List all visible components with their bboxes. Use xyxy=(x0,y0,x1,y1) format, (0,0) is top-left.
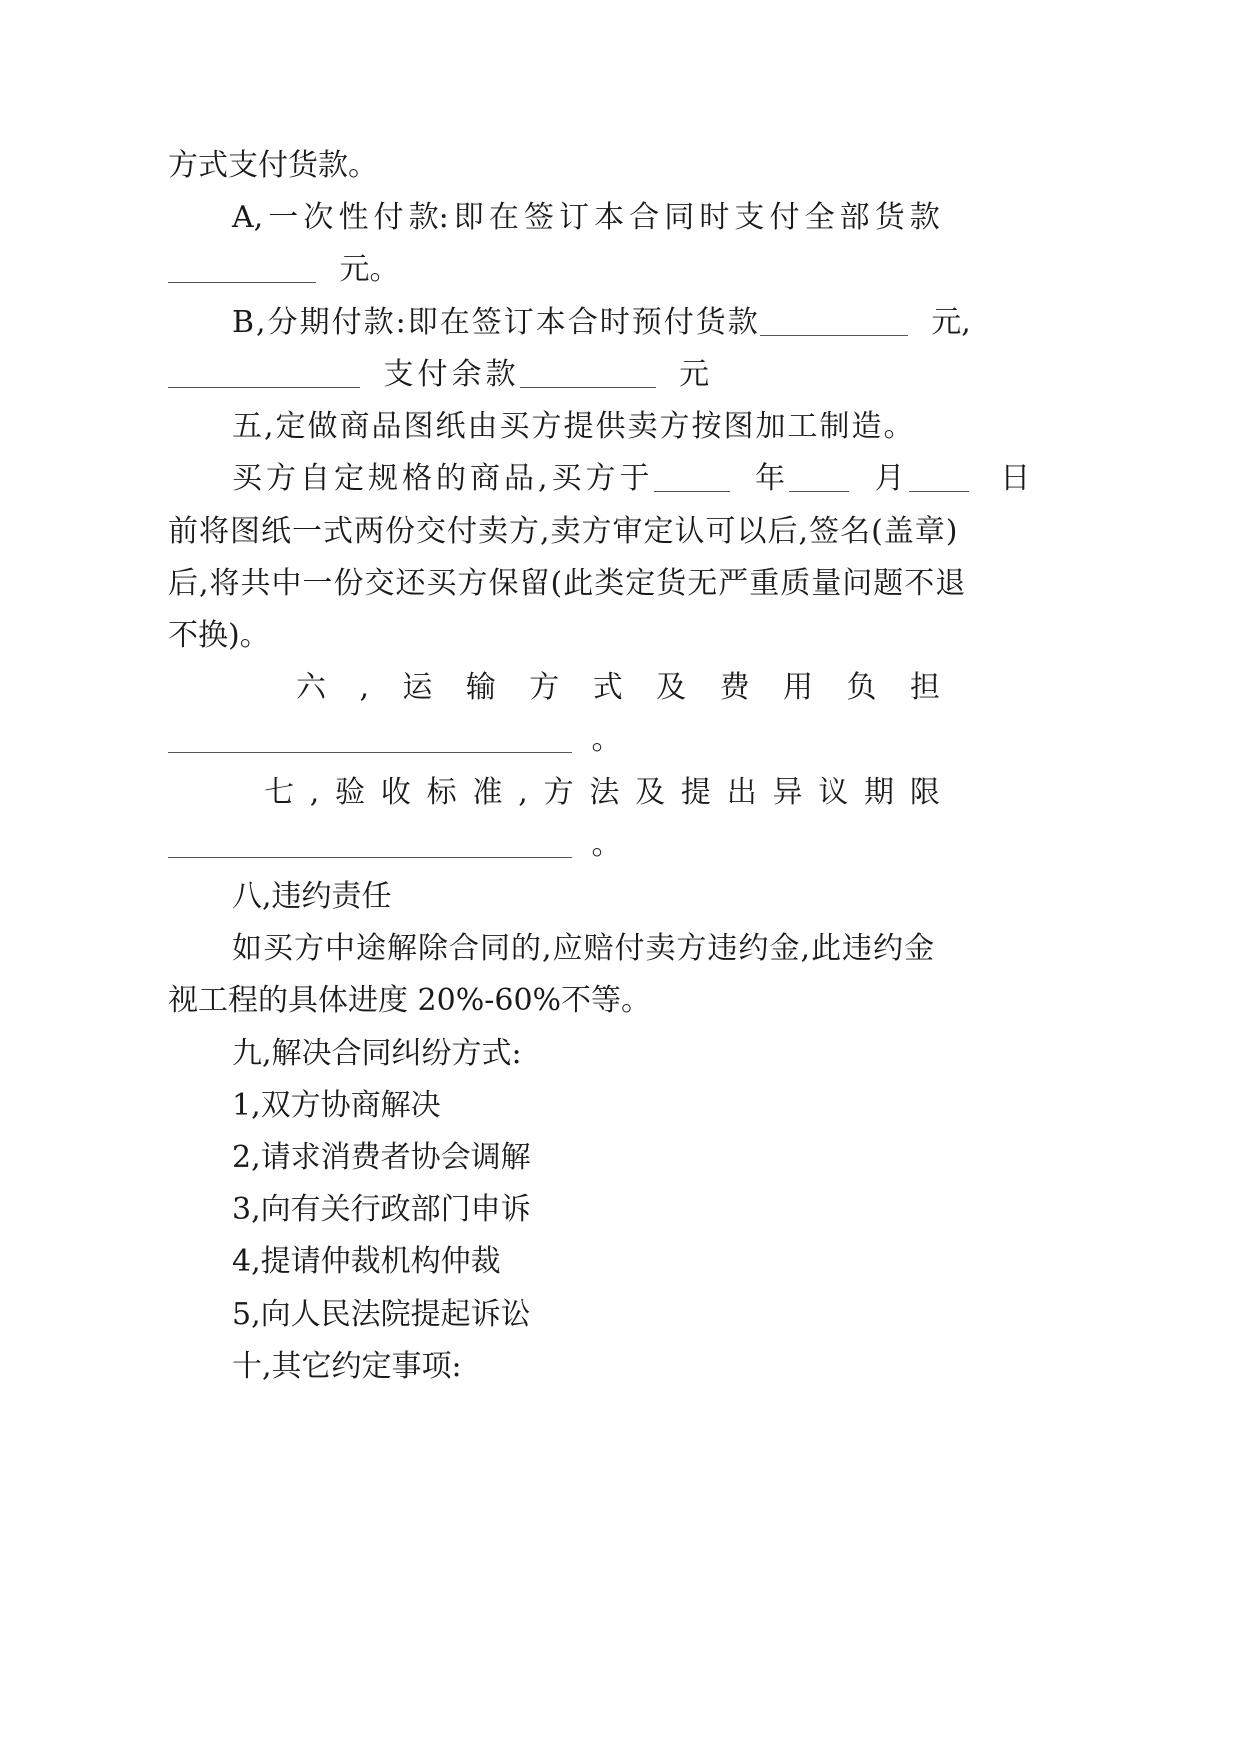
text-char: 及 xyxy=(656,670,687,705)
text-char: 在 xyxy=(488,200,519,235)
text-char: A, xyxy=(232,200,264,235)
text-char: 性 xyxy=(338,200,369,235)
text-char: 方 xyxy=(543,775,574,810)
section-heading: 十,其它约定事项: xyxy=(232,1349,462,1384)
text-char: 输 xyxy=(465,670,496,705)
list-item: 2,请求消费者协会调解 xyxy=(232,1140,531,1175)
text-line: 五,定做商品图纸由买方提供卖方按图加工制造。 xyxy=(232,409,916,444)
text-char: 式 xyxy=(592,670,623,705)
fill-blank[interactable] xyxy=(909,463,969,492)
text-char: 六 xyxy=(296,670,326,705)
justified-line-acceptance xyxy=(264,773,940,813)
fill-blank[interactable] xyxy=(168,829,572,858)
text-span: 支付余款 xyxy=(383,357,520,392)
fill-blank[interactable] xyxy=(168,724,572,753)
text-span: 。 xyxy=(591,827,622,862)
text-span: 买方自定规格的商品,买方于 xyxy=(232,461,654,496)
text-char: 用 xyxy=(783,670,814,705)
justified-line-payment-a xyxy=(232,198,940,238)
list-item: 4,提请仲裁机构仲裁 xyxy=(232,1244,501,1279)
list-item: 1,双方协商解决 xyxy=(232,1088,441,1123)
text-span: 月 xyxy=(874,461,905,496)
text-char: 验 xyxy=(335,775,366,810)
text-char: 出 xyxy=(726,775,757,810)
text-char: 款 xyxy=(909,200,940,235)
text-char: 法 xyxy=(589,775,620,810)
text-char: 订 xyxy=(559,200,590,235)
text-char: 款: xyxy=(408,200,449,235)
text-char: 方 xyxy=(529,670,560,705)
text-line xyxy=(232,459,1030,499)
text-char: 期 xyxy=(864,775,895,810)
text-char: 限 xyxy=(909,775,940,810)
text-span: 元。 xyxy=(339,252,400,287)
text-char: 同 xyxy=(664,200,695,235)
text-char: 七 xyxy=(264,775,294,810)
text-char: 标 xyxy=(426,775,457,810)
fill-blank[interactable] xyxy=(789,463,849,492)
text-char: , xyxy=(309,775,320,810)
text-span: 元, xyxy=(931,305,971,340)
justified-line-transport xyxy=(296,668,940,708)
text-char: 异 xyxy=(772,775,803,810)
text-line xyxy=(168,250,400,290)
text-char: 全 xyxy=(804,200,835,235)
fill-blank[interactable] xyxy=(654,463,730,492)
section-heading: 九,解决合同纠纷方式: xyxy=(232,1036,522,1071)
text-char: 付 xyxy=(373,200,404,235)
fill-blank[interactable] xyxy=(168,254,316,283)
text-char: 货 xyxy=(874,200,905,235)
text-span: 年 xyxy=(755,461,786,496)
section-heading: 八,违约责任 xyxy=(232,879,392,914)
text-char: , xyxy=(359,670,369,705)
text-span: 元 xyxy=(679,357,710,392)
text-char: 本 xyxy=(594,200,625,235)
text-line: 视工程的具体进度 20%-60%不等。 xyxy=(168,983,652,1018)
text-line: 后,将共中一份交还买方保留(此类定货无严重质量问题不退 xyxy=(168,566,967,601)
text-char: 及 xyxy=(635,775,666,810)
text-char: 负 xyxy=(846,670,877,705)
text-char: , xyxy=(518,775,528,810)
list-item: 3,向有关行政部门申诉 xyxy=(232,1192,531,1227)
text-char: 付 xyxy=(769,200,800,235)
text-char: 收 xyxy=(380,775,411,810)
text-char: 签 xyxy=(523,200,554,235)
text-char: 议 xyxy=(818,775,849,810)
text-char: 担 xyxy=(909,670,940,705)
text-char: 费 xyxy=(719,670,750,705)
text-char: 即 xyxy=(453,200,484,235)
text-span: 日 xyxy=(1000,461,1031,496)
list-item: 5,向人民法院提起诉讼 xyxy=(232,1297,531,1332)
text-span: B,分期付款:即在签订本合时预付货款 xyxy=(232,305,760,340)
fill-blank[interactable] xyxy=(168,359,360,388)
text-line: 方式支付货款。 xyxy=(168,148,378,183)
text-char: 时 xyxy=(699,200,730,235)
text-char: 一 xyxy=(268,200,299,235)
text-char: 部 xyxy=(839,200,870,235)
fill-blank[interactable] xyxy=(520,359,656,388)
text-line xyxy=(168,825,622,865)
text-char: 提 xyxy=(680,775,711,810)
text-line: 如买方中途解除合同的,应赔付卖方违约金,此违约金 xyxy=(232,931,936,966)
text-line xyxy=(168,355,709,395)
text-line xyxy=(232,303,971,343)
text-char: 准 xyxy=(472,775,503,810)
fill-blank[interactable] xyxy=(760,307,908,336)
text-char: 支 xyxy=(734,200,765,235)
text-char: 合 xyxy=(629,200,660,235)
text-line: 前将图纸一式两份交付卖方,卖方审定认可以后,签名(盖章) xyxy=(168,514,959,549)
text-char: 次 xyxy=(303,200,334,235)
text-line xyxy=(168,720,622,760)
text-line: 不换)。 xyxy=(168,618,270,653)
text-char: 运 xyxy=(402,670,433,705)
text-span: 。 xyxy=(591,722,622,757)
